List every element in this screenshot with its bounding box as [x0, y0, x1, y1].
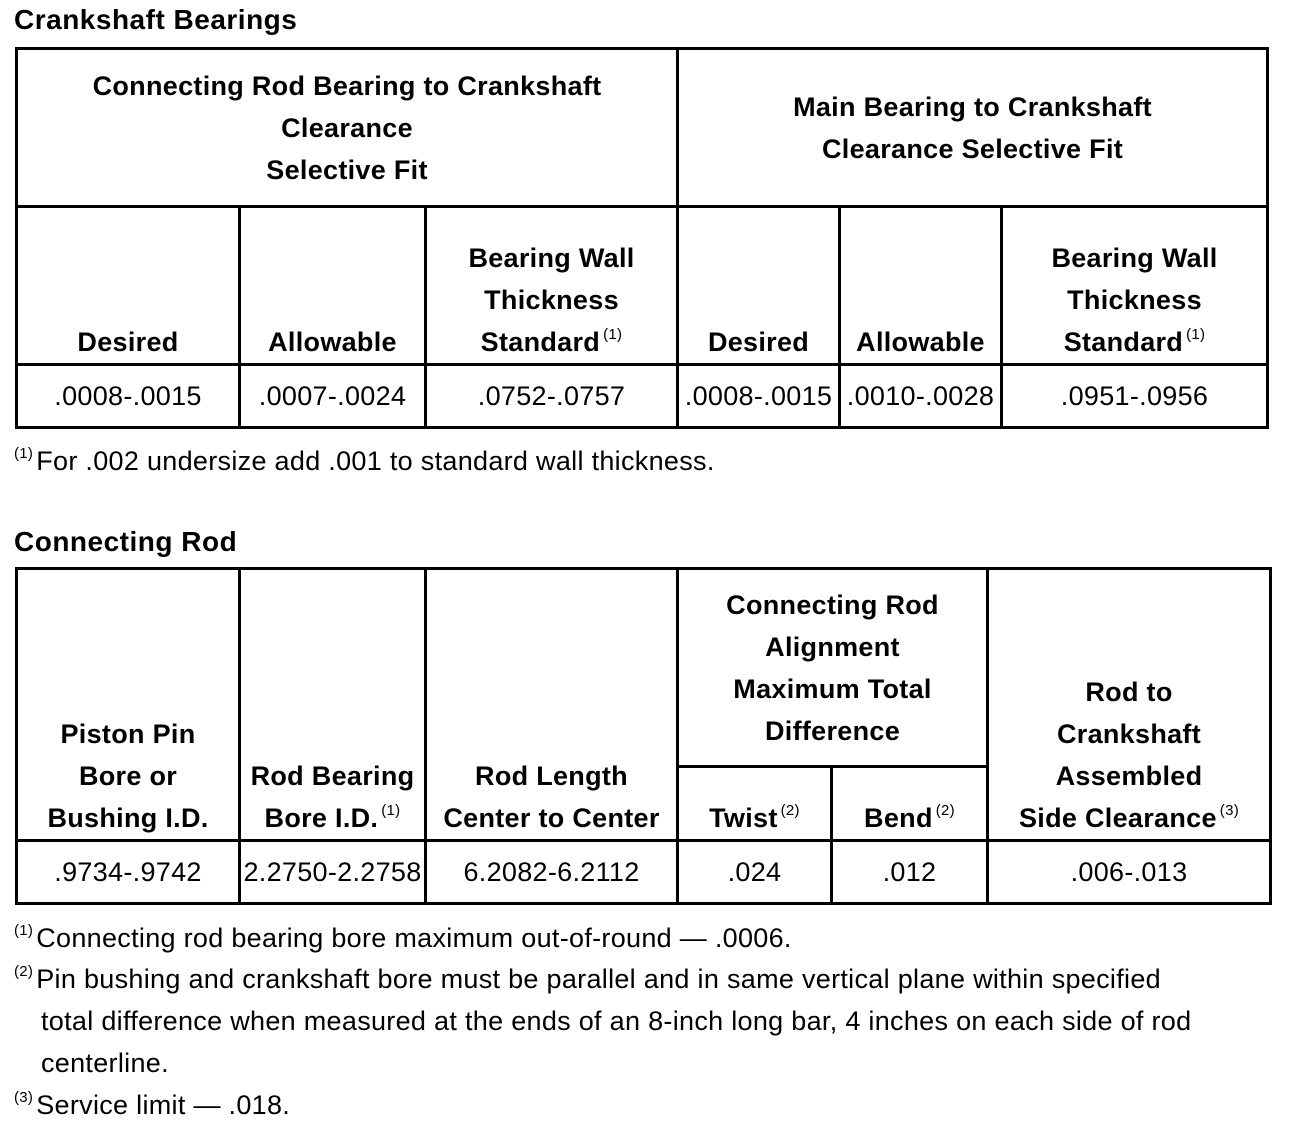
- side-clearance-value: .006-.013: [988, 841, 1271, 904]
- rod-bearing-bore-header: Rod Bearing Bore I.D. $^{(1)}$: [240, 569, 426, 841]
- crankshaft-section-title: Crankshaft Bearings: [14, 4, 298, 35]
- connecting-rod-table: [15, 567, 1272, 905]
- main-desired-header: Desired: [678, 207, 840, 365]
- twist-header: Twist $^{(2)}$: [678, 767, 832, 841]
- rod-bearing-bore-value: 2.2750-2.2758: [240, 841, 426, 904]
- rod-length-header: Rod Length Center to Center: [426, 569, 678, 841]
- main-wall-thickness-header: Bearing Wall Thickness Standard $^{(1)}$: [1002, 207, 1268, 365]
- rod-footnote-3: $^{(3)}$ Service limit — .018.: [14, 1089, 291, 1120]
- rod-allowable-header: Allowable: [240, 207, 426, 365]
- rod-allowable-value: .0007-.0024: [240, 365, 426, 428]
- main-wall-thickness-value: .0951-.0956: [1002, 365, 1268, 428]
- main-allowable-value: .0010-.0028: [840, 365, 1002, 428]
- connecting-rod-section-title: Connecting Rod: [14, 526, 238, 557]
- table-row: [17, 365, 1268, 428]
- rod-wall-thickness-value: .0752-.0757: [426, 365, 678, 428]
- crankshaft-bearings-table: [15, 47, 1269, 429]
- main-bearing-clearance-header: Main Bearing to Crankshaft Clearance Selective Fit: [678, 49, 1268, 207]
- rod-alignment-header: Connecting Rod Alignment Maximum Total Difference: [678, 569, 988, 767]
- rod-footnote-2: $^{(2)}$ Pin bushing and crankshaft bore must be parallel and in same vertical plane within specified total difference when measured at the ends of an 8-inch long bar, 4 inches on each side of rod centerline.: [14, 963, 1192, 1078]
- rod-length-value: 6.2082-6.2112: [426, 841, 678, 904]
- piston-pin-bore-value: .9734-.9742: [17, 841, 240, 904]
- crankshaft-footnote: $^{(1)}$ For .002 undersize add .001 to standard wall thickness.: [14, 445, 715, 476]
- piston-pin-bore-header: Piston Pin Bore or Bushing I.D.: [17, 569, 240, 841]
- footnote-marker: (1): [603, 326, 623, 343]
- footnote-marker: (1): [1186, 326, 1206, 343]
- rod-bearing-clearance-header: Connecting Rod Bearing to Crankshaft Clearance Selective Fit: [17, 49, 678, 207]
- bend-header: Bend $^{(2)}$: [832, 767, 988, 841]
- bend-value: .012: [832, 841, 988, 904]
- twist-value: .024: [678, 841, 832, 904]
- main-allowable-header: Allowable: [840, 207, 1002, 365]
- rod-footnote-1: $^{(1)}$ Connecting rod bearing bore maximum out-of-round — .0006.: [14, 922, 792, 953]
- rod-desired-value: .0008-.0015: [17, 365, 240, 428]
- main-desired-value: .0008-.0015: [678, 365, 840, 428]
- table-row: [17, 841, 1271, 904]
- rod-desired-header: Desired: [17, 207, 240, 365]
- side-clearance-header: Rod to Crankshaft Assembled Side Clearance $^{(3)}$: [988, 569, 1271, 841]
- rod-wall-thickness-header: Bearing Wall Thickness Standard $^{(1)}$: [426, 207, 678, 365]
